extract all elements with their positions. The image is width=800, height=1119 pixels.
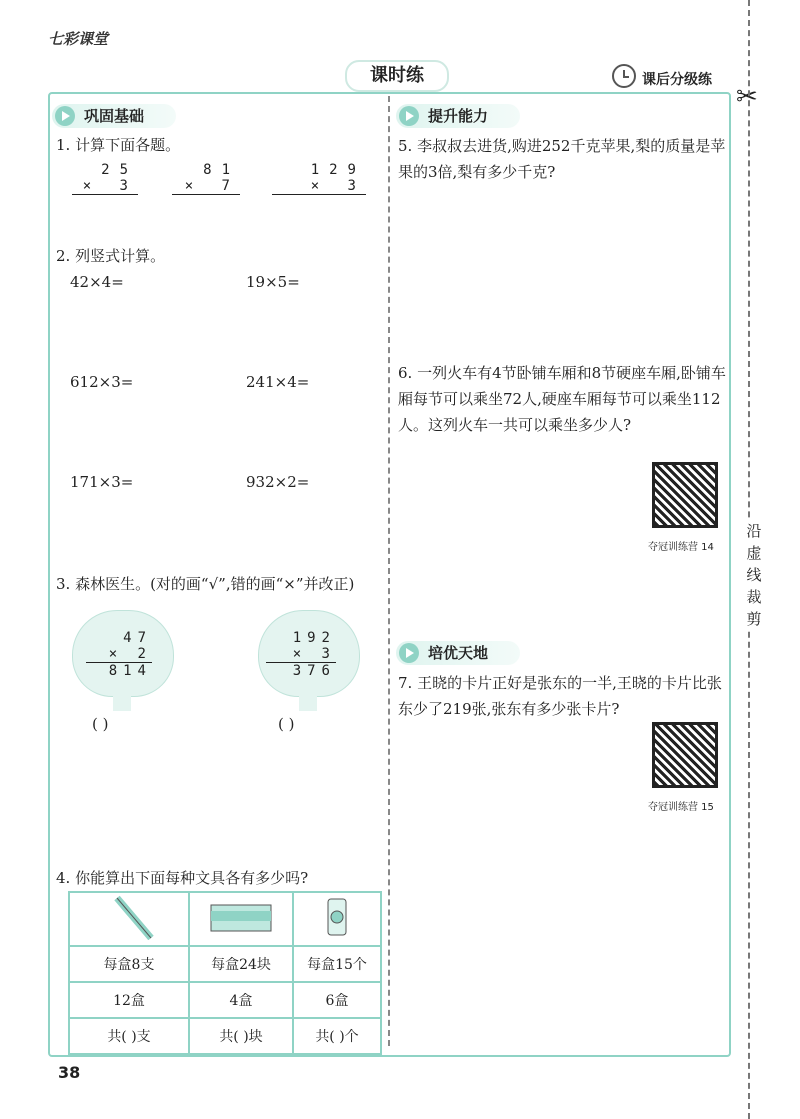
page-number: 38 bbox=[58, 1063, 81, 1082]
sharpener-icon bbox=[317, 895, 357, 939]
question-4: 4. 你能算出下面每种文具各有多少吗? bbox=[56, 869, 309, 887]
tree-calc: 47 × 2 814 bbox=[86, 630, 152, 679]
section-advanced: 培优天地 bbox=[396, 641, 520, 665]
per-box-cell: 每盒8支 bbox=[69, 946, 189, 982]
calc-item: 129 × 3 bbox=[272, 162, 366, 195]
expression-item: 241×4= bbox=[246, 373, 310, 391]
total-answer-cell[interactable]: 共( )支 bbox=[69, 1018, 189, 1054]
column-divider bbox=[388, 96, 390, 1046]
pencil-cell bbox=[69, 892, 189, 946]
scissors-icon: ✂ bbox=[736, 82, 758, 112]
box-count-cell: 6盒 bbox=[293, 982, 381, 1018]
question-6: 6. 一列火车有4节卧铺车厢和8节硬座车厢,卧铺车厢每节可以乘坐72人,硬座车厢每节可以乘坐112人。这列火车一共可以乘坐多少人? bbox=[398, 364, 726, 434]
per-box-cell: 每盒15个 bbox=[293, 946, 381, 982]
box-count-cell: 4盒 bbox=[189, 982, 293, 1018]
qr-code-icon[interactable] bbox=[652, 722, 718, 788]
section-basic: 巩固基础 bbox=[52, 104, 176, 128]
tree-calc: 192 × 3 376 bbox=[266, 630, 336, 679]
per-box-cell: 每盒24块 bbox=[189, 946, 293, 982]
sharpener-cell bbox=[293, 892, 381, 946]
question-2: 2. 列竖式计算。 bbox=[56, 247, 166, 265]
stationery-table bbox=[68, 891, 382, 1055]
question-7: 7. 王晓的卡片正好是张东的一半,王晓的卡片比张东少了219张,张东有多少张卡片? bbox=[398, 674, 722, 718]
question-3: 3. 森林医生。(对的画“√”,错的画“×”并改正) bbox=[56, 575, 355, 593]
qr-label: 夺冠训练营 15 bbox=[648, 802, 714, 813]
calc-item: 81 × 7 bbox=[172, 162, 240, 195]
tree-trunk bbox=[113, 693, 131, 711]
total-answer-cell[interactable]: 共( )个 bbox=[293, 1018, 381, 1054]
cut-instruction: 沿虚线裁剪 bbox=[744, 520, 764, 630]
calc-item: 25 × 3 bbox=[72, 162, 138, 195]
expression-item: 932×2= bbox=[246, 473, 310, 491]
expression-item: 19×5= bbox=[246, 273, 300, 291]
expression-item: 171×3= bbox=[70, 473, 134, 491]
eraser-cell bbox=[189, 892, 293, 946]
page-title: 课时练 bbox=[345, 60, 449, 92]
qr-code-icon[interactable] bbox=[652, 462, 718, 528]
brand-logo: 七彩课堂 bbox=[48, 30, 109, 48]
expression-item: 612×3= bbox=[70, 373, 134, 391]
answer-blank[interactable]: ( ) bbox=[92, 715, 109, 733]
pencil-icon bbox=[89, 894, 169, 940]
box-count-cell: 12盒 bbox=[69, 982, 189, 1018]
play-icon bbox=[55, 106, 75, 126]
qr-label: 夺冠训练营 14 bbox=[648, 542, 714, 553]
eraser-icon bbox=[201, 897, 281, 937]
expression-item: 42×4= bbox=[70, 273, 124, 291]
answer-blank[interactable]: ( ) bbox=[278, 715, 295, 733]
play-icon bbox=[399, 643, 419, 663]
after-class-label: 课后分级练 bbox=[642, 72, 712, 88]
section-improve: 提升能力 bbox=[396, 104, 520, 128]
tree-trunk bbox=[299, 693, 317, 711]
total-answer-cell[interactable]: 共( )块 bbox=[189, 1018, 293, 1054]
clock-icon bbox=[612, 64, 636, 88]
question-1: 1. 计算下面各题。 bbox=[56, 136, 181, 154]
play-icon bbox=[399, 106, 419, 126]
question-5: 5. 李叔叔去进货,购进252千克苹果,梨的质量是苹果的3倍,梨有多少千克? bbox=[398, 137, 726, 181]
